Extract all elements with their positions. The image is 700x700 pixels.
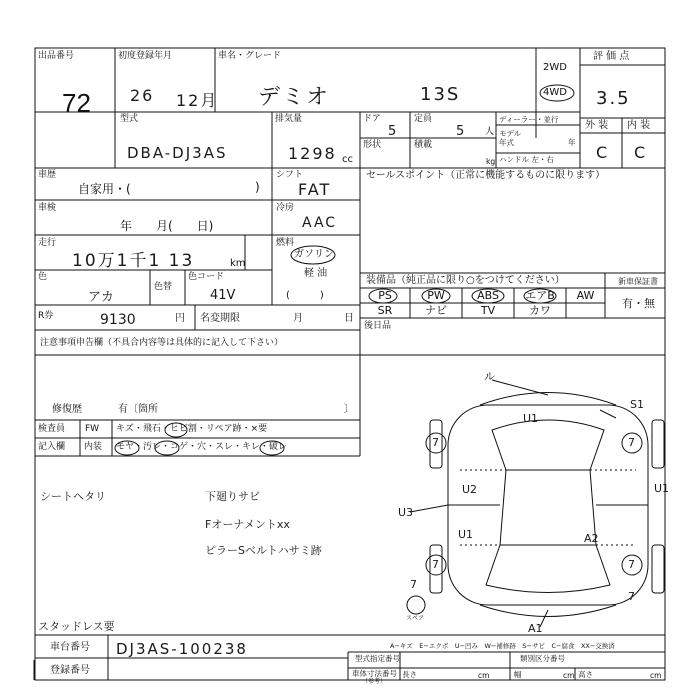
color-label: 色: [38, 272, 48, 282]
inspector-label-2: 記入欄: [38, 442, 66, 452]
shift-label: シフト: [276, 170, 304, 180]
equipment-row-1: [360, 290, 605, 302]
history-label: 車歴: [38, 170, 57, 180]
fuel-label: 燃料: [276, 238, 295, 248]
fuel-other: ( ): [286, 290, 324, 301]
equip-leather: カワ: [529, 304, 551, 317]
remark-pillar: ピラーSベルトハサミ跡: [205, 544, 322, 557]
displacement-label: 排気量: [275, 114, 303, 124]
equip-tv: TV: [480, 304, 496, 317]
remark-tires: スタッドレス要: [38, 620, 115, 633]
first-reg-label: 初度登録年月: [118, 51, 173, 61]
diagram-mark-tyre-rl: 7: [432, 558, 439, 571]
model-year-label2: 年式: [499, 138, 514, 147]
remark-ornament: Fオーナメントxx: [205, 518, 290, 531]
inspection-value: 年 月( 日): [120, 219, 214, 233]
lot-number: 72: [62, 88, 91, 118]
lot-no-label: 出品番号: [38, 51, 75, 61]
equip-abs: ABS: [477, 289, 499, 302]
inspector-label: 検査員: [38, 424, 66, 434]
color-code-label: 色コード: [188, 272, 225, 282]
diagram-mark-left-door: U2: [462, 483, 478, 496]
sales-point-label: セールスポイント（正常に機能するものに限ります）: [366, 170, 606, 181]
chassis-number: DJ3AS-100238: [116, 640, 248, 658]
doors-label: ドア: [363, 114, 381, 124]
equip-pw: PW: [427, 289, 445, 302]
equip-aw: AW: [576, 289, 595, 302]
diagram-mark-right-rear: A2: [584, 532, 599, 545]
inspector-interior-line: モヤ・汚レ・コゲ・穴・スレ・キレ・破レ: [116, 442, 287, 452]
fuel-gasoline: ガソリン: [294, 249, 334, 260]
diagram-mark-left-rear: U1: [458, 528, 474, 541]
history-value: 自家用・(: [78, 182, 131, 196]
type-value: DBA-DJ3AS: [127, 144, 228, 162]
capacity-unit: 人: [485, 127, 495, 137]
height-unit: cm: [650, 671, 662, 680]
deadline-month: 月: [293, 313, 303, 324]
displacement-unit: cc: [342, 154, 353, 165]
deadline-day: 日: [344, 313, 354, 324]
reference-label: （参考）: [362, 678, 387, 685]
repair-history-value: 有〔箇所: [118, 404, 158, 415]
shape-label: 形状: [363, 140, 382, 150]
drive-4wd: 4WD: [543, 87, 567, 98]
equip-sr: SR: [377, 304, 393, 317]
score-value: 3.5: [596, 88, 631, 109]
mileage-unit: km: [230, 258, 246, 269]
diagram-mark-rear-right: 7: [628, 590, 635, 603]
exterior-label: 外 装: [585, 120, 609, 131]
mileage-value: 10万1千1 13: [72, 251, 195, 271]
interior-grade: C: [634, 143, 648, 162]
type-label: 型式: [120, 114, 139, 124]
remark-rust: 下廻りサビ: [205, 490, 260, 503]
recycle-label: R券: [38, 311, 54, 321]
car-name: デミオ: [258, 85, 331, 110]
equip-airbag: エアB: [525, 289, 555, 302]
repair-history-close: 〕: [344, 404, 354, 415]
inspection-label: 車検: [38, 203, 57, 213]
score-label: 評 価 点: [593, 51, 630, 62]
color-value: アカ: [88, 290, 114, 305]
year-unit: 年: [568, 138, 576, 147]
diagram-mark-right-side: U1: [654, 482, 670, 495]
warranty-label: 新車保証書: [618, 277, 658, 286]
diagram-mark-spare: 7: [410, 578, 417, 591]
equip-navi: ナビ: [425, 304, 447, 317]
first-reg-month: 12月: [176, 91, 219, 110]
inspector-exterior-line: キズ・飛石・ヒビ割・リペア跡・×要: [116, 424, 268, 434]
capacity-label: 定員: [414, 114, 433, 124]
diagram-mark-hood: U1: [523, 412, 539, 425]
remark-seat: シートヘタリ: [40, 490, 106, 503]
length-unit: cm: [478, 671, 490, 680]
color-code-value: 41V: [210, 288, 236, 303]
recycle-value: 9130: [100, 312, 136, 328]
after-items-label: 後日品: [364, 321, 392, 331]
dealer-label: ディーラー・並行: [499, 115, 559, 124]
warranty-value: 有・無: [622, 297, 655, 310]
diagram-mark-rear: A1: [528, 622, 543, 635]
displacement-value: 1298: [288, 144, 337, 163]
type-designation-label: 型式指定番号: [355, 654, 400, 663]
model-year-label: モデル: [499, 129, 522, 138]
chassis-label: 車台番号: [50, 642, 90, 653]
shift-value: FAT: [298, 180, 332, 199]
height-label: 高さ: [578, 670, 593, 679]
diagram-mark-roof: ル: [484, 370, 495, 383]
handle-label: ハンドル 左・右: [499, 155, 554, 164]
notes-label: 注意事項申告欄（不具合内容等は具体的に記入して下さい）: [40, 338, 284, 348]
car-grade: 13S: [420, 84, 461, 105]
load-unit: kg: [486, 157, 496, 166]
body-size-label: 車体寸法番号: [352, 669, 397, 678]
capacity-value: 5: [456, 124, 465, 139]
color-change-label: 色替: [154, 282, 173, 292]
width-unit: cm: [563, 671, 575, 680]
registration-label: 登録番号: [50, 665, 90, 676]
recycle-unit: 円: [175, 313, 185, 324]
diagram-mark-tyre-fl: 7: [432, 436, 439, 449]
deadline-label: 名変期限: [200, 313, 240, 324]
inspector-interior-label: 内装: [84, 442, 103, 452]
equipment-label: 装備品（純正品に限り○をつけてください）: [366, 275, 565, 286]
fuel-diesel: 軽 油: [304, 268, 328, 279]
diagram-spare-label: スペア: [406, 615, 425, 622]
ac-label: 冷房: [276, 203, 295, 213]
ac-value: AAC: [302, 215, 338, 231]
diagram-mark-tyre-rr: 7: [628, 558, 635, 571]
history-close: ): [255, 180, 260, 194]
width-label: 幅: [514, 670, 522, 679]
repair-history-label: 修復歴: [52, 404, 82, 415]
damage-legend: A−キズ E−エクボ U−凹み W−補修跡 S−サビ C−腐食 XX−交換済: [390, 642, 615, 650]
mileage-label: 走行: [38, 238, 57, 248]
first-reg-year: 26: [130, 86, 155, 105]
class-number-label: 類別区分番号: [520, 654, 565, 663]
diagram-mark-left-side: U3: [398, 506, 414, 519]
load-label: 積載: [414, 140, 433, 150]
drive-2wd: 2WD: [543, 62, 567, 73]
length-label: 長さ: [402, 670, 417, 679]
diagram-mark-tyre-fr: 7: [628, 436, 635, 449]
doors-value: 5: [388, 124, 397, 139]
diagram-mark-front-right: S1: [630, 398, 644, 411]
interior-label: 内 装: [627, 120, 651, 131]
equip-ps: PS: [378, 289, 392, 302]
model-label: 車名・グレード: [218, 51, 282, 61]
equipment-row-2: [360, 305, 605, 317]
inspector-fw: FW: [85, 424, 100, 434]
exterior-grade: C: [596, 143, 610, 162]
